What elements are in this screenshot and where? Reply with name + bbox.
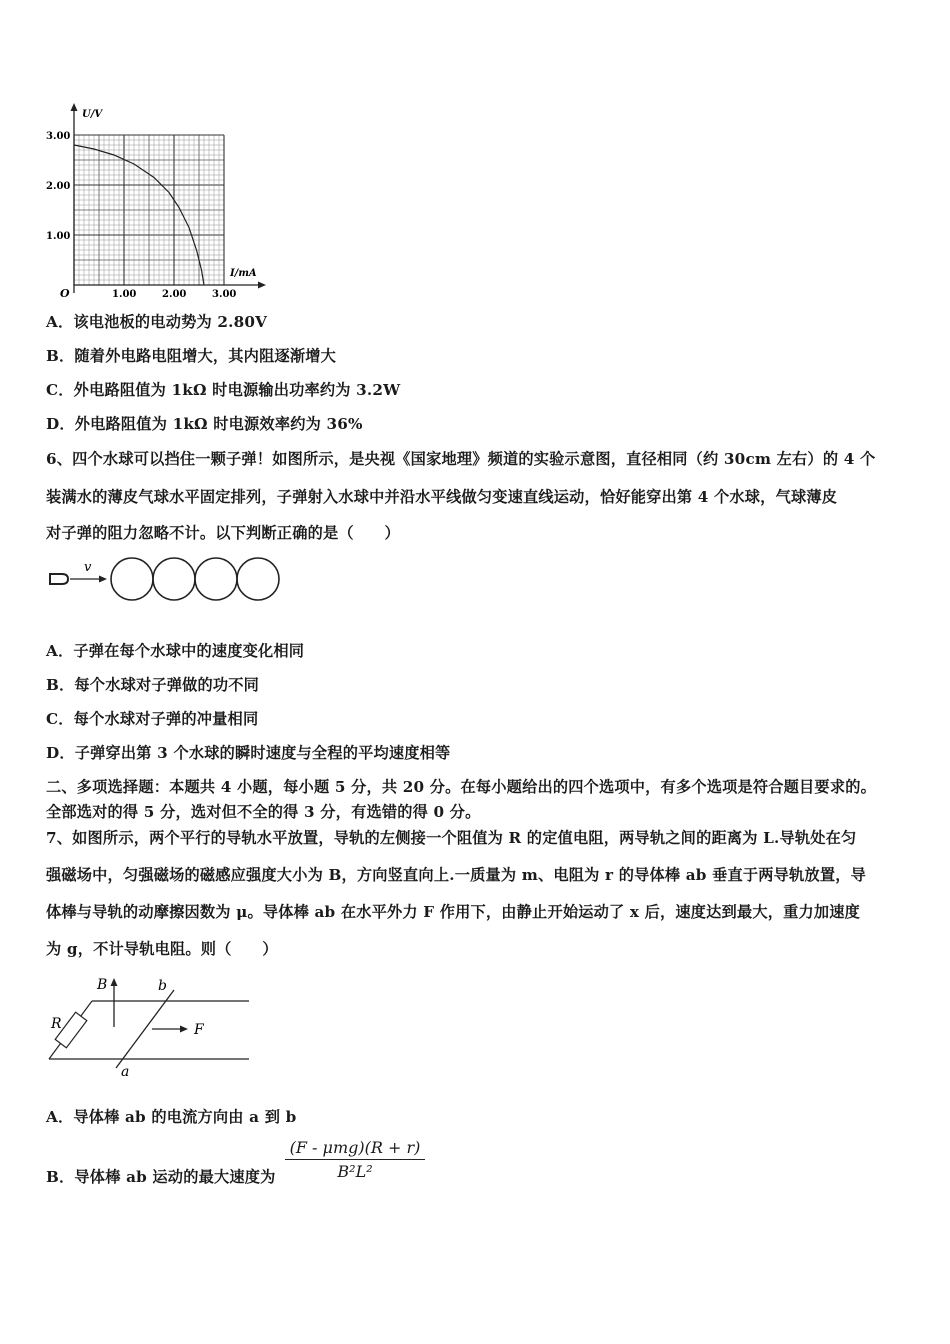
q5-option-c: C．外电路阻值为 1kΩ 时电源输出功率约为 3.2W: [46, 381, 401, 399]
q7-stem-line1: 7、如图所示，两个平行的导轨水平放置，导轨的左侧接一个阻值为 R 的定值电阻，两导轨之间的距离为 L.导轨处在匀: [46, 829, 857, 847]
x-tick-label: 2.00: [162, 289, 187, 300]
q6-option-b: B．每个水球对子弹做的功不同: [46, 676, 260, 694]
q7-option-b: B．导体棒 ab 运动的最大速度为: [46, 1168, 276, 1186]
rod-end-b-label: b: [158, 978, 167, 994]
q6-stem-line3: 对子弹的阻力忽略不计。以下判断正确的是（ ）: [46, 524, 400, 542]
q5-option-a: A．该电池板的电动势为 2.80V: [46, 313, 268, 331]
y-tick-label: 3.00: [46, 131, 71, 142]
q7-option-a: A．导体棒 ab 的电流方向由 a 到 b: [46, 1108, 297, 1126]
q5-option-d: D．外电路阻值为 1kΩ 时电源效率约为 36%: [46, 415, 363, 433]
x-tick-label: 1.00: [112, 289, 137, 300]
formula-numerator: (F - μmg)(R + r): [285, 1138, 425, 1160]
u-i-graph: [40, 95, 270, 305]
formula-denominator: B²L²: [337, 1162, 373, 1181]
q6-stem-line2: 装满水的薄皮气球水平固定排列，子弹射入水球中并沿水平线做匀变速直线运动，恰好能穿出第 4 个水球，气球薄皮: [46, 488, 838, 506]
y-tick-label: 1.00: [46, 231, 71, 242]
rail-circuit-figure: [44, 972, 254, 1082]
q6-option-d: D．子弹穿出第 3 个水球的瞬时速度与全程的平均速度相等: [46, 744, 451, 762]
water-balloon-4: [237, 558, 279, 600]
y-tick-label: 2.00: [46, 181, 71, 192]
water-balloon-figure: [44, 555, 289, 605]
q7-stem-line4: 为 g，不计导轨电阻。则（ ）: [46, 940, 278, 958]
velocity-label: v: [84, 560, 92, 575]
q7-stem-line3: 体棒与导轨的动摩擦因数为 μ。导体棒 ab 在水平外力 F 作用下，由静止开始运动了 x 后，速度达到最大，重力加速度: [46, 903, 861, 921]
origin-label: O: [60, 287, 70, 300]
x-tick-label: 3.00: [212, 289, 237, 300]
x-axis-label: I/mA: [230, 268, 257, 279]
bullet-icon: [50, 574, 68, 584]
q7-stem-line2: 强磁场中，匀强磁场的磁感应强度大小为 B，方向竖直向上.一质量为 m、电阻为 r 的导体棒 ab 垂直于两导轨放置，导: [46, 866, 866, 884]
q5-option-b: B．随着外电路电阻增大，其内阻逐渐增大: [46, 347, 337, 365]
water-balloon-3: [195, 558, 237, 600]
q6-option-c: C．每个水球对子弹的冲量相同: [46, 710, 259, 728]
section2-heading-line1: 二、多项选择题：本题共 4 小题，每小题 5 分，共 20 分。在每小题给出的四个选项中，有多个选项是符合题目要求的。: [46, 778, 876, 796]
resistor-label: R: [51, 1016, 62, 1032]
q6-stem-line1: 6、四个水球可以挡住一颗子弹！如图所示，是央视《国家地理》频道的实验示意图，直径相同（约 30cm 左右）的 4 个: [46, 450, 876, 468]
y-axis-label: U/V: [82, 109, 103, 120]
max-velocity-formula: [285, 1138, 425, 1181]
section2-heading-line2: 全部选对的得 5 分，选对但不全的得 3 分，有选错的得 0 分。: [46, 803, 481, 821]
field-label: B: [97, 977, 108, 993]
force-label: F: [194, 1022, 204, 1038]
graph-grid: [74, 135, 224, 285]
q6-option-a: A．子弹在每个水球中的速度变化相同: [46, 642, 305, 660]
graph-axes: [71, 103, 267, 293]
water-balloon-1: [111, 558, 153, 600]
water-balloon-2: [153, 558, 195, 600]
rod-end-a-label: a: [121, 1064, 130, 1080]
